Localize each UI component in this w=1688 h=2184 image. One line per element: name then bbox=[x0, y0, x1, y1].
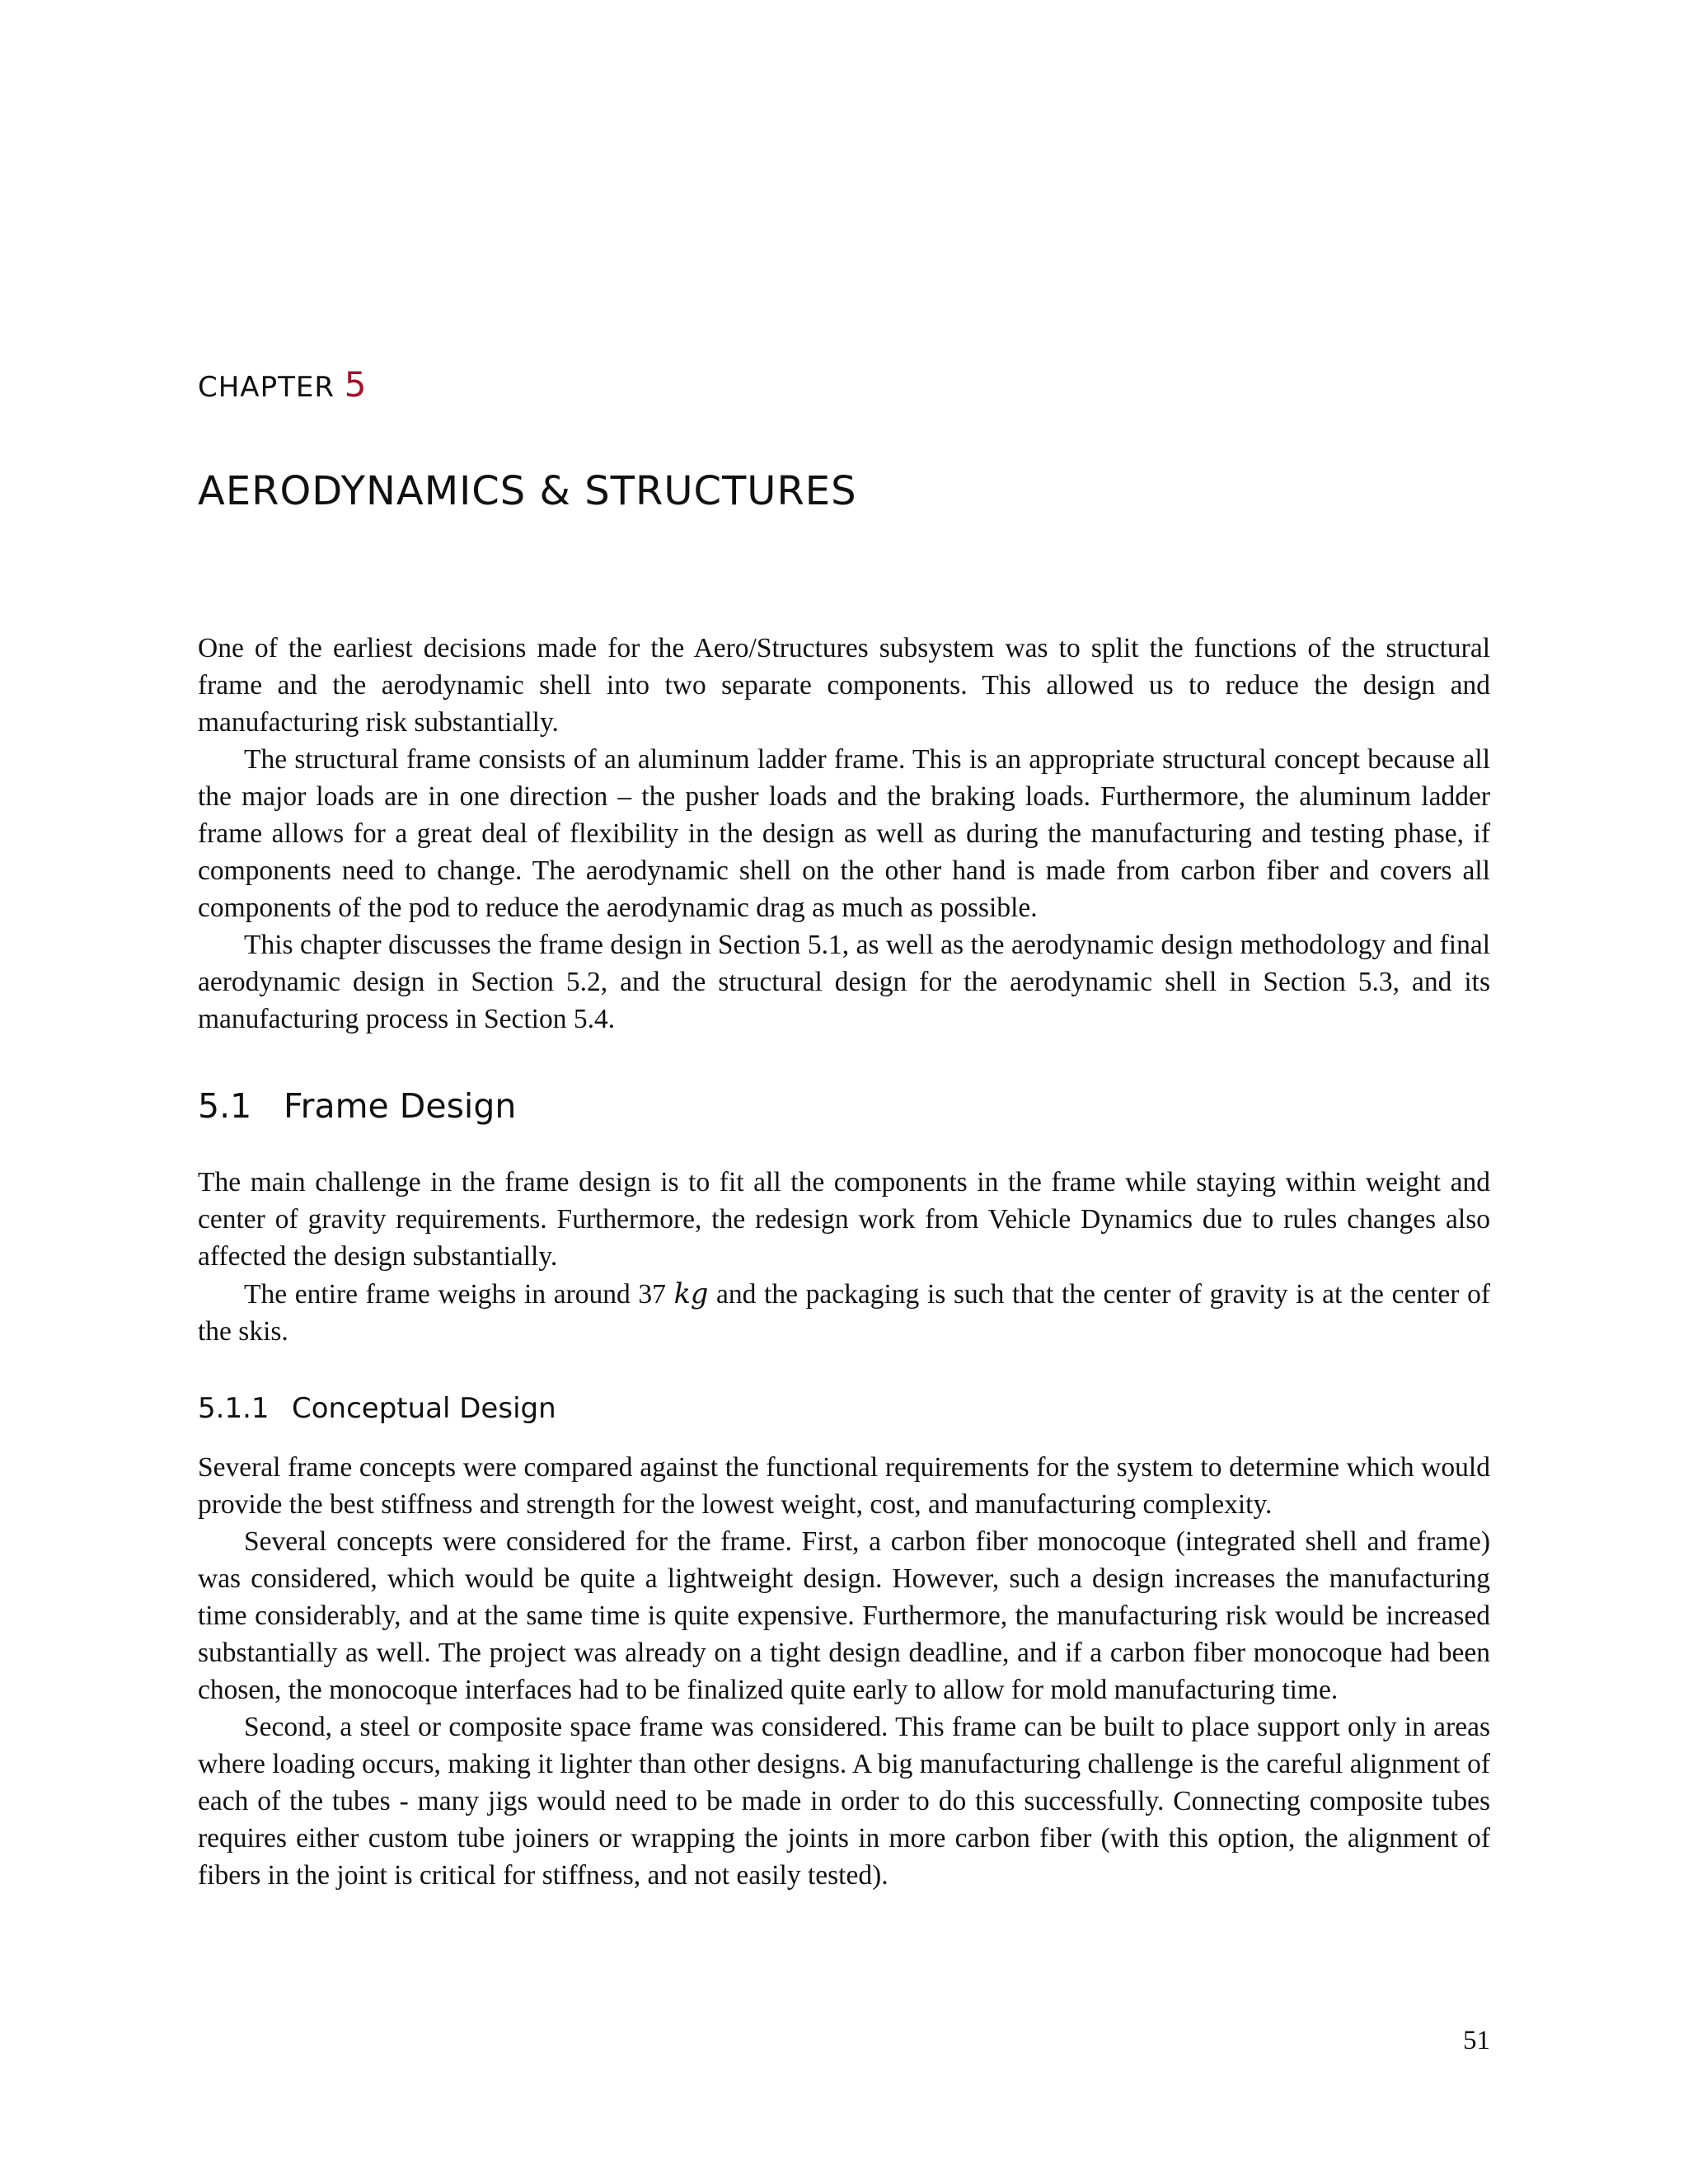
section-5-1-body bbox=[198, 1164, 1490, 1350]
text-run: and the packaging is such that the center of gravity is at the center of the skis. bbox=[198, 1279, 1490, 1347]
chapter-number: 5 bbox=[344, 364, 368, 405]
section-title: Frame Design bbox=[284, 1086, 517, 1126]
section-paragraph: Several concepts were considered for the frame. First, a carbon fiber monocoque (integrated shell and frame) was considered, which would be quite a lightweight design. However, such a design increases the manufacturing time considerably, and at the same time is quite expensive. Furthermore, the manufacturing risk would be increased substantially as well. The project was already on a tight design deadline, and if a carbon fiber monocoque had been chosen, the monocoque interfaces had to be finalized quite early to allow for mold manufacturing time. bbox=[198, 1526, 1490, 1705]
section-heading-5-1 bbox=[198, 1086, 517, 1126]
subsection-number: 5.1.1 bbox=[198, 1392, 270, 1425]
intro-paragraph: The structural frame consists of an aluminum ladder frame. This is an appropriate structural concept because all the major loads are in one direction – the pusher loads and the braking loads. Furthermore, the aluminum ladder frame allows for a great deal of flexibility in the design as well as during the manufacturing and testing phase, if components need to change. The aerodynamic shell on the other hand is made from carbon fiber and covers all components of the pod to reduce the aerodynamic drag as much as possible. bbox=[198, 744, 1490, 923]
chapter-label-text: CHAPTER bbox=[198, 371, 335, 404]
intro-paragraph: This chapter discusses the frame design in Section 5.1, as well as the aerodynamic design methodology and final aerodynamic design in Section 5.2, and the structural design for the aerodynamic shell in Section 5.3, and its manufacturing process in Section 5.4. bbox=[198, 930, 1490, 1034]
chapter-title: AERODYNAMICS & STRUCTURES bbox=[198, 468, 857, 514]
text-run: The entire frame weighs in around 37 bbox=[244, 1279, 674, 1310]
section-paragraph bbox=[198, 1275, 1490, 1350]
chapter-label bbox=[198, 364, 368, 405]
subsection-title: Conceptual Design bbox=[292, 1392, 556, 1425]
chapter-intro bbox=[198, 630, 1490, 1038]
document-page bbox=[198, 0, 1490, 2184]
subsection-heading-5-1-1 bbox=[198, 1392, 556, 1425]
section-paragraph: The main challenge in the frame design is to fit all the components in the frame while staying within weight and center of gravity requirements. Furthermore, the redesign work from Vehicle Dynamics due to rules changes also affected the design substantially. bbox=[198, 1167, 1490, 1272]
math-unit: kg bbox=[673, 1277, 709, 1310]
section-5-1-1-body bbox=[198, 1449, 1490, 1894]
intro-paragraph: One of the earliest decisions made for the Aero/Structures subsystem was to split the functions of the structural frame and the aerodynamic shell into two separate components. This allowed us to reduce the design and manufacturing risk substantially. bbox=[198, 633, 1490, 738]
page-number: 51 bbox=[1463, 2026, 1490, 2055]
section-paragraph: Several frame concepts were compared against the functional requirements for the system to determine which would provide the best stiffness and strength for the lowest weight, cost, and manufacturing complexity. bbox=[198, 1452, 1490, 1520]
section-number: 5.1 bbox=[198, 1086, 252, 1126]
section-paragraph: Second, a steel or composite space frame was considered. This frame can be built to place support only in areas where loading occurs, making it lighter than other designs. A big manufacturing challenge is the careful alignment of each of the tubes - many jigs would need to be made in order to do this successfully. Connecting composite tubes requires either custom tube joiners or wrapping the joints in more carbon fiber (with this option, the alignment of fibers in the joint is critical for stiffness, and not easily tested). bbox=[198, 1712, 1490, 1891]
